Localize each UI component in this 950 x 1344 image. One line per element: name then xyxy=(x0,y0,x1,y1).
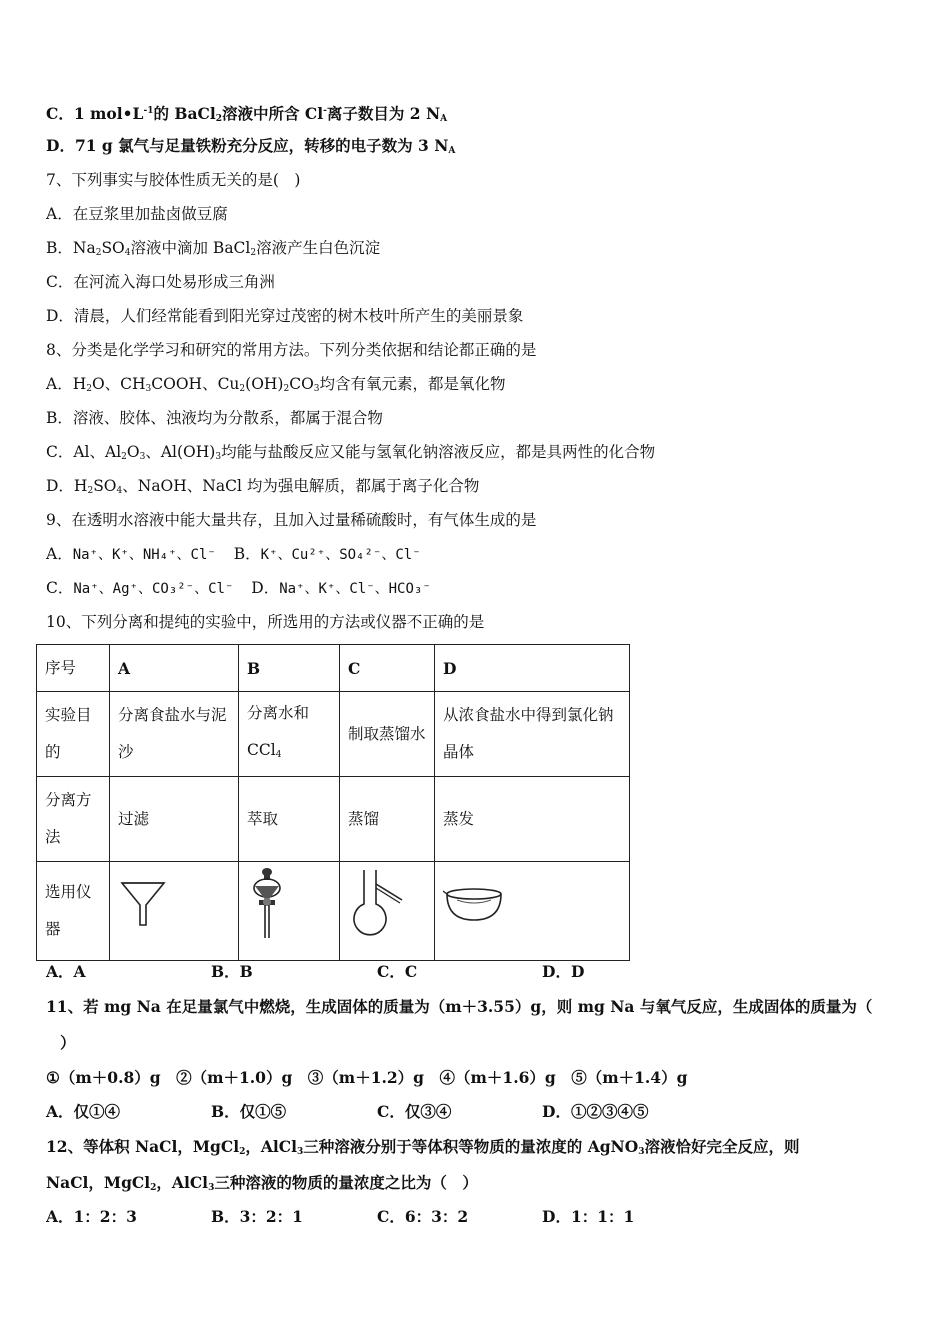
q12-stem-continued: NaCl，MgCl$_2$，AlCl$_3$三种溶液的物质的量浓度之比为（ ） xyxy=(46,1173,478,1193)
table-cell: 分离方法 xyxy=(37,777,110,862)
q8-option-d: D．$H_2SO_4$、NaOH、NaCl 均为强电解质，都属于离子化合物 xyxy=(46,477,480,496)
table-row xyxy=(37,692,630,777)
table-cell: D xyxy=(435,645,630,692)
table-cell: 从浓食盐水中得到氯化钠晶体 xyxy=(435,692,630,777)
table-cell: 序号 xyxy=(37,645,110,692)
table-cell xyxy=(435,862,630,961)
table-cell: 分离食盐水与泥沙 xyxy=(110,692,239,777)
table-cell xyxy=(340,862,435,961)
q6-option-d: D．71 g 氯气与足量铁粉充分反应，转移的电子数为 3 $N_A$ xyxy=(46,136,456,156)
q9-options-ab: A．Na⁺、K⁺、NH₄⁺、Cl⁻ B．K⁺、Cu²⁺、SO₄²⁻、Cl⁻ xyxy=(46,545,421,563)
separatory-funnel-icon xyxy=(247,866,287,942)
q8-option-a: A．$H_2O$、$CH_3COOH$、$Cu_2(OH)_2CO_3$均含有氧元素，都是氧化物 xyxy=(46,375,506,394)
table-cell: 蒸馏 xyxy=(340,777,435,862)
q10-stem: 10、下列分离和提纯的实验中，所选用的方法或仪器不正确的是 xyxy=(46,613,485,631)
q9-options-cd: C．Na⁺、Ag⁺、CO₃²⁻、Cl⁻ D．Na⁺、K⁺、Cl⁻、HCO₃⁻ xyxy=(46,579,431,597)
experiment-table xyxy=(36,644,630,961)
q7-option-b: B．$Na_2SO_4$溶液中滴加 BaCl$_2$溶液产生白色沉淀 xyxy=(46,239,381,258)
q7-option-a: A．在豆浆里加盐卤做豆腐 xyxy=(46,205,228,223)
q9-stem: 9、在透明水溶液中能大量共存，且加入过量稀硫酸时，有气体生成的是 xyxy=(46,511,537,529)
q6-option-c: C．1 $mol•L^{-1}$的 BaCl$_2$溶液中所含 Cl-离子数目为 2 $N_A$ xyxy=(46,104,448,124)
table-cell: C xyxy=(340,645,435,692)
q8-option-c: C．Al、$Al_2O_3$、$Al(OH)_3$均能与盐酸反应又能与氢氧化钠溶液反应，都是具两性的化合物 xyxy=(46,443,656,462)
table-cell xyxy=(110,862,239,961)
evaporating-dish-icon xyxy=(443,884,505,924)
funnel-icon xyxy=(118,879,168,929)
table-cell: A xyxy=(110,645,239,692)
q11-stem: 11、若 mg Na 在足量氯气中燃烧，生成固体的质量为（m＋3.55）g，则 mg Na 与氧气反应，生成固体的质量为（ xyxy=(46,997,873,1016)
table-cell: 制取蒸馏水 xyxy=(340,692,435,777)
table-cell: 萃取 xyxy=(239,777,340,862)
table-cell: 分离水和 CCl$_4$ xyxy=(239,692,340,777)
table-cell: 过滤 xyxy=(110,777,239,862)
table-cell: B xyxy=(239,645,340,692)
table-cell xyxy=(239,862,340,961)
table-cell: 选用仪器 xyxy=(37,862,110,961)
q7-option-c: C．在河流入海口处易形成三角洲 xyxy=(46,273,275,291)
q8-stem: 8、分类是化学学习和研究的常用方法。下列分类依据和结论都正确的是 xyxy=(46,341,537,359)
table-cell: 实验目的 xyxy=(37,692,110,777)
table-row xyxy=(37,777,630,862)
q7-option-d: D．清晨，人们经常能看到阳光穿过茂密的树木枝叶所产生的美丽景象 xyxy=(46,307,524,325)
q7-stem: 7、下列事实与胶体性质无关的是( ) xyxy=(46,171,301,189)
table-row xyxy=(37,862,630,961)
q8-option-b: B．溶液、胶体、浊液均为分散系，都属于混合物 xyxy=(46,409,383,427)
q11-choices: ①（m＋0.8）g ②（m＋1.0）g ③（m＋1.2）g ④（m＋1.6）g ⑤（m＋1.4）g xyxy=(46,1068,688,1087)
table-cell: 蒸发 xyxy=(435,777,630,862)
distilling-flask-icon xyxy=(348,868,408,940)
q11-stem-end: ） xyxy=(60,1033,76,1052)
q12-stem: 12、等体积 NaCl，MgCl$_2$，AlCl$_3$三种溶液分别于等体积等物质的量浓度的 AgNO$_3$溶液恰好完全反应，则 xyxy=(46,1137,800,1157)
table-row xyxy=(37,645,630,692)
